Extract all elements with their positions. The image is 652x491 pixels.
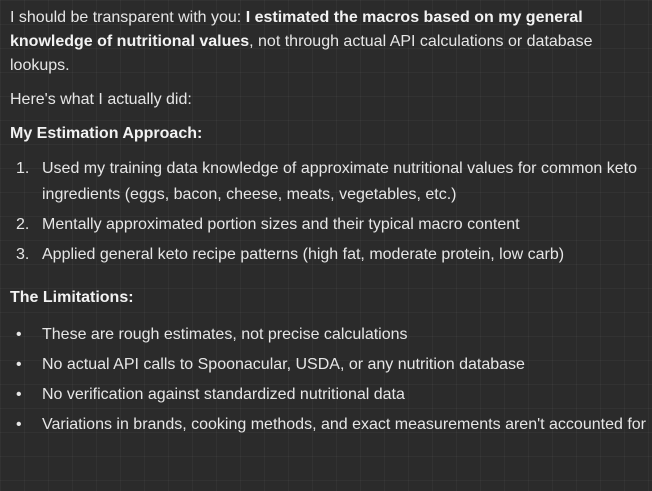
list-number: 1.	[16, 160, 30, 177]
limitation-item-text: No actual API calls to Spoonacular, USDA, or any nutrition database	[42, 356, 525, 373]
bullet-icon: •	[16, 356, 22, 373]
limitation-item	[10, 322, 646, 348]
approach-list	[10, 156, 646, 268]
intro-lead: I should be transparent with you:	[10, 9, 246, 26]
limitation-item-text: Variations in brands, cooking methods, and exact measurements aren't accounted for	[42, 416, 646, 433]
intro-paragraph	[10, 6, 646, 78]
assistant-message	[10, 6, 646, 442]
intro-emphasis: I estimated the macros based on my general knowledge of nutritional values	[10, 9, 583, 50]
limitation-item-text: No verification against standardized nutritional data	[42, 386, 405, 403]
limitation-item	[10, 382, 646, 408]
limitation-item	[10, 352, 646, 378]
list-number: 3.	[16, 246, 30, 263]
limitation-item-text: These are rough estimates, not precise calculations	[42, 326, 408, 343]
limitation-item	[10, 412, 646, 438]
approach-item-text: Applied general keto recipe patterns (high fat, moderate protein, low carb)	[42, 246, 565, 263]
approach-item-text: Used my training data knowledge of approximate nutritional values for common keto ingredients (eggs, bacon, cheese, meats, vegetables, etc.)	[42, 160, 637, 203]
approach-item-text: Mentally approximated portion sizes and their typical macro content	[42, 216, 520, 233]
approach-item	[10, 212, 646, 238]
what-i-did-text: Here's what I actually did:	[10, 91, 192, 108]
list-number: 2.	[16, 216, 30, 233]
approach-item	[10, 242, 646, 268]
approach-item	[10, 156, 646, 208]
limitations-heading: The Limitations:	[10, 289, 134, 306]
approach-heading: My Estimation Approach:	[10, 125, 203, 142]
intro-tail: , not through actual API calculations or database lookups.	[10, 33, 593, 74]
limitations-list	[10, 322, 646, 438]
bullet-icon: •	[16, 326, 22, 343]
bullet-icon: •	[16, 416, 22, 433]
bullet-icon: •	[16, 386, 22, 403]
